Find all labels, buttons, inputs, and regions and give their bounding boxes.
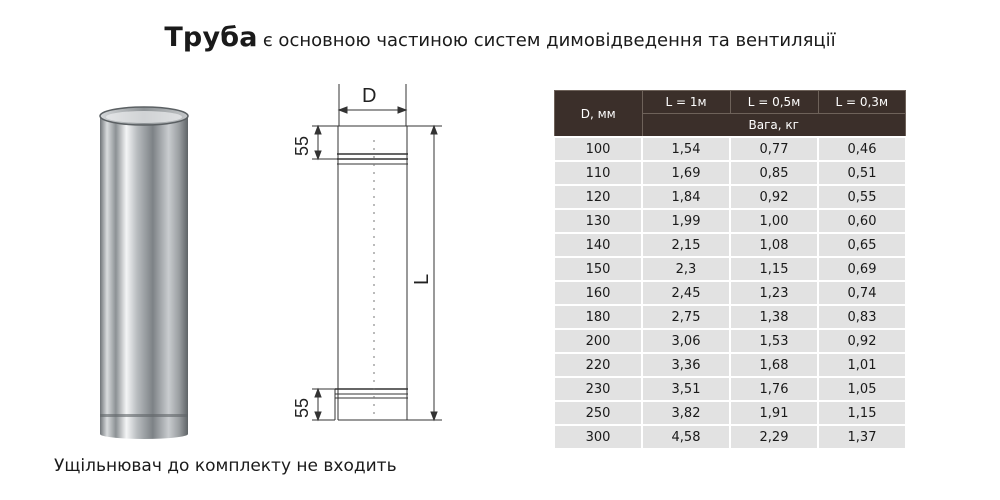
cell-weight-1m: 2,15 [642, 233, 730, 257]
title-product-name: Труба [164, 22, 258, 53]
cell-diameter: 140 [555, 233, 643, 257]
cell-weight-05m: 1,76 [730, 377, 818, 401]
page-title [0, 22, 1000, 53]
table-row [555, 377, 906, 401]
table-row [555, 305, 906, 329]
diameter-label: D [362, 85, 377, 107]
cell-weight-05m: 1,38 [730, 305, 818, 329]
cell-weight-1m: 3,82 [642, 401, 730, 425]
length-label: L [411, 273, 433, 285]
cell-weight-1m: 3,06 [642, 329, 730, 353]
top-socket-label: 55 [292, 135, 312, 156]
cell-weight-1m: 4,58 [642, 425, 730, 449]
cell-weight-1m: 2,75 [642, 305, 730, 329]
table-row [555, 161, 906, 185]
cell-weight-05m: 1,53 [730, 329, 818, 353]
cell-weight-05m: 1,23 [730, 281, 818, 305]
cell-weight-05m: 1,91 [730, 401, 818, 425]
cell-weight-03m: 0,83 [818, 305, 906, 329]
header-length-05m: L = 0,5м [730, 91, 818, 114]
cell-diameter: 250 [555, 401, 643, 425]
cell-weight-03m: 0,60 [818, 209, 906, 233]
cell-weight-05m: 1,00 [730, 209, 818, 233]
header-weight: Вага, кг [642, 114, 906, 138]
cell-weight-1m: 1,69 [642, 161, 730, 185]
cell-weight-03m: 0,46 [818, 137, 906, 161]
cell-weight-1m: 3,36 [642, 353, 730, 377]
table-row [555, 137, 906, 161]
cell-weight-1m: 1,99 [642, 209, 730, 233]
cell-weight-1m: 2,3 [642, 257, 730, 281]
cell-weight-03m: 0,65 [818, 233, 906, 257]
cell-diameter: 130 [555, 209, 643, 233]
cell-weight-03m: 1,15 [818, 401, 906, 425]
table-row [555, 281, 906, 305]
table-row [555, 425, 906, 449]
cell-weight-03m: 1,37 [818, 425, 906, 449]
cell-diameter: 220 [555, 353, 643, 377]
cell-weight-1m: 1,54 [642, 137, 730, 161]
cell-diameter: 120 [555, 185, 643, 209]
pipe-technical-drawing [282, 80, 452, 430]
cell-weight-05m: 1,08 [730, 233, 818, 257]
cell-weight-03m: 1,05 [818, 377, 906, 401]
table-row [555, 257, 906, 281]
table-row [555, 185, 906, 209]
cell-weight-03m: 0,55 [818, 185, 906, 209]
header-diameter: D, мм [555, 91, 643, 138]
header-length-03m: L = 0,3м [818, 91, 906, 114]
cell-diameter: 150 [555, 257, 643, 281]
table-row [555, 209, 906, 233]
cell-weight-03m: 0,74 [818, 281, 906, 305]
cell-weight-05m: 0,77 [730, 137, 818, 161]
cell-diameter: 230 [555, 377, 643, 401]
pipe-illustration [92, 100, 202, 440]
gasket-note: Ущільнювач до комплекту не входить [54, 456, 397, 476]
table-body [555, 137, 906, 449]
cell-weight-1m: 3,51 [642, 377, 730, 401]
cell-weight-05m: 1,15 [730, 257, 818, 281]
title-description: є основною частиною систем димовідведення та вентиляції [262, 30, 836, 51]
cell-weight-03m: 0,92 [818, 329, 906, 353]
weight-spec-table [554, 90, 906, 449]
header-length-1m: L = 1м [642, 91, 730, 114]
cell-diameter: 100 [555, 137, 643, 161]
cell-diameter: 160 [555, 281, 643, 305]
cell-weight-05m: 0,92 [730, 185, 818, 209]
cell-weight-05m: 1,68 [730, 353, 818, 377]
cell-diameter: 200 [555, 329, 643, 353]
cell-diameter: 110 [555, 161, 643, 185]
cell-weight-05m: 0,85 [730, 161, 818, 185]
cell-weight-03m: 0,51 [818, 161, 906, 185]
cell-weight-1m: 1,84 [642, 185, 730, 209]
cell-diameter: 180 [555, 305, 643, 329]
cell-weight-05m: 2,29 [730, 425, 818, 449]
cell-weight-03m: 1,01 [818, 353, 906, 377]
table-row [555, 233, 906, 257]
cell-weight-03m: 0,69 [818, 257, 906, 281]
bottom-socket-label: 55 [292, 397, 312, 418]
table-row [555, 401, 906, 425]
table-row [555, 353, 906, 377]
table-row [555, 329, 906, 353]
cell-weight-1m: 2,45 [642, 281, 730, 305]
cell-diameter: 300 [555, 425, 643, 449]
